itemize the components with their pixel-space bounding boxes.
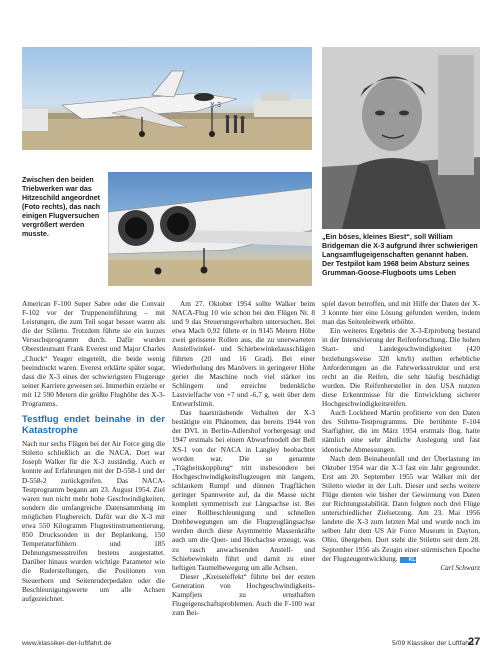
page-number: 27: [468, 636, 481, 648]
section-heading: Testflug endet beinahe in der Katastrophe: [22, 414, 165, 436]
end-mark: KL: [400, 557, 417, 563]
paragraph: American F-100 Super Sabre oder die Convair F-102 vor der Truppeneinführung – mit Leistungen, die zum Teil sogar besser waren als die der Stiletto. Trotzdem führte sie ein kurzes Versuchsprogramm durch. Dafür wurden Oberstleutnant Frank Everest und Major Charles „Chuck“ Yeager eingeteilt, die beide wenig beeindruckt waren. Everest erklärte später sogar, dass die X-3 eines der schwierigsten Flugzeuge seiner Karriere gewesen sei. Immerhin erzielte er mit 12 590 Metern die größte Flughöhe des X-3-Programms.: [22, 300, 165, 409]
paragraph: Ein weiteres Ergebnis der X-3-Erprobung bestand in der Intensivierung der Reifenforschung. Die hohen Start- und Landegeschwindigkeiten (420 hezlehungsweise 320 km/h) stellten erhebliche Anforderungen an die Fahrwerksstruktur und erst recht an die Reifen, die sehr häufig beschädigt wurden. Die Reifenhersteller in den USA nutzten diese Erkenntnisse für die Entwicklung sicherer Hochgeschwindigkeitsreifen.: [322, 327, 480, 409]
paragraph: Das haarsträubende Verhalten der X-3 bestätigte ein Phänomen, das bereits 1944 von der DVL in Berlin-Adlershof vorhergesagt und 1947 erstmals bei einem Abwurfmodell der Bell XS-1 von der NACA in Langley beobachtet worden war. Die so genannte „Trägheitskopplung“ tritt insbesondere bei Hochgeschwindigkeitsflugzeugen mit langem, schlankem Rumpf und dünnen Tragflächen geringer Spannweite auf, da die Masse nicht komplett symmetrisch zur Längsachse ist. Bei einer Rollbeschleunigung und schnellen Drehbewegungen um die Flugzeuglängsachse werden durch diese Asymmetrie Massenkräfte auch um die Quer- und Hochachse erzeugt, was zu rasch anwachsenden Anstell- und Schiebewinkeln führt und damit zu einer heftigen Taumelbewegung um alle Achsen.: [172, 409, 315, 572]
footer-magazine: 5/09 Klassiker der Luftfahrt: [392, 640, 474, 647]
top-margin: [0, 0, 500, 40]
photo-pilot-portrait: [322, 47, 480, 229]
paragraph: Dieser „Kreiseleffekt“ führte bei der ersten Generation von Hochgeschwindigkeits-Kampfjets zu ernsthaften Flugeigenschaftsproblemen. Auch die F-100 war zum Bei-: [172, 572, 315, 618]
author-name: Carl Schwarz: [440, 563, 480, 572]
article-column-3: [322, 300, 480, 573]
engine-nozzles-illustration: [108, 172, 312, 286]
paragraph-text: Nach dem Beinaheunfall und der Überlastung im Oktober 1954 war die X-3 fast ein Jahr gegroundet. Erst am 20. September 1955 war Walker mit der Stiletto wieder in der Luft. Dieser und sechs weitere Flüge dienten wie bisher der Gewinnung von Daten zur Richtungsstabilität. Dann folgten noch drei Flüge unterschiedlicher Zielsetzung. Am 23. Mai 1956 landete die X-3 zum letzten Mal und wurde noch im selben Jahr dem US Air Force Museum in Dayton, Ohio, übergeben. Dort steht die Stiletto seit dem 28. September 1956 als Zeugin einer stürmischen Epoche der Flugzeugentwicklung.: [322, 454, 480, 563]
paragraph: [322, 455, 480, 564]
caption-right: „Ein böses, kleines Biest“, soll William Bridgeman die X-3 aufgrund ihrer schwierigen Langsamflugeigenschaften genannt haben. Der Testpilot kam 1968 beim Absturz seines Grumman-Goose-Flugboots ums Leben: [322, 233, 478, 277]
aircraft-marking: X-3: [210, 102, 221, 109]
article-column-2: [172, 300, 315, 618]
photo-x3-engines: [108, 172, 312, 286]
footer-url[interactable]: www.klassiker-der-luftfahrt.de: [22, 640, 112, 647]
paragraph: Auch Lockheed Martin profitierte von den Daten des Stiletto-Testprogramms. Die berühmte F-104 Starfighter, die im März 1954 erstmals flog, hatte nämlich eine sehr ähnliche Auslegung und fast identische Abmessungen.: [322, 409, 480, 454]
article-column-1: [22, 300, 165, 604]
caption-left: Zwischen den beiden Triebwerken war das Hitzeschild angeordnet (Foto rechts), das nach einigen Flugversuchen vergrößert werden musste.: [22, 176, 101, 238]
paragraph: Am 27. Oktober 1954 sollte Walker beim NACA-Flug 10 wie schon bei den Flügen Nr. 8 und 9 das Steuerungsverhalten untersuchen. Bei etwa Mach 0,92 führte er in 9145 Metern Höhe zwei gerissene Rollen aus, die zu unerwarteten Anstellwinkel- und Schiebewinkelausschlägen führten (20 und 16 Grad). Bei einer Wiederholung des Manövers in geringerer Höhe geriet die Maschine noch viel stärker ins Schlingern und erreichte bedenkliche Lastvielfache von +7 und -6,7 g, weit über dem Entwurfslimit.: [172, 300, 315, 409]
pilot-portrait-illustration: [322, 47, 480, 229]
photo-x3-ground: [22, 47, 312, 150]
author-line: [322, 564, 480, 573]
paragraph: Nach nur sechs Flügen bei der Air Force ging die Stiletto schließlich an die NACA. Dort war Joseph Walker für die X-3 zuständig. Auch er konnte auf Erfahrungen mit der D-558-1 und der D-558-2 zurückgreifen. Das NACA-Testprogramm begann am 23. August 1954. Ziel waren nun nicht mehr hohe Geschwindigkeiten, sondern die umfangreiche Datensammlung im möglichen Flugbereich. Dafür war die X-3 mit etwa 550 Kilogramm Flugtestinstrumentierung, 850 Drucksonden in der Beplankung, 150 Temperaturfühlern und 185 Dehnungsmessstreifen bestens ausgestattet. Darüber hinaus wurden wichtige Parameter wie die Ruderstellungen, die Positionen von Steuerhorn und Seitenruderpedalen oder die Beschleunigungswerte um alle Achsen aufgezeichnet.: [22, 440, 165, 603]
aircraft-ground-illustration: [22, 47, 312, 150]
paragraph: spiel davon betroffen, und mit Hilfe der Daten der X-3 konnte hier eine Lösung gefunden werden, indem man das Seitenleitwerk erhöhte.: [322, 300, 480, 327]
